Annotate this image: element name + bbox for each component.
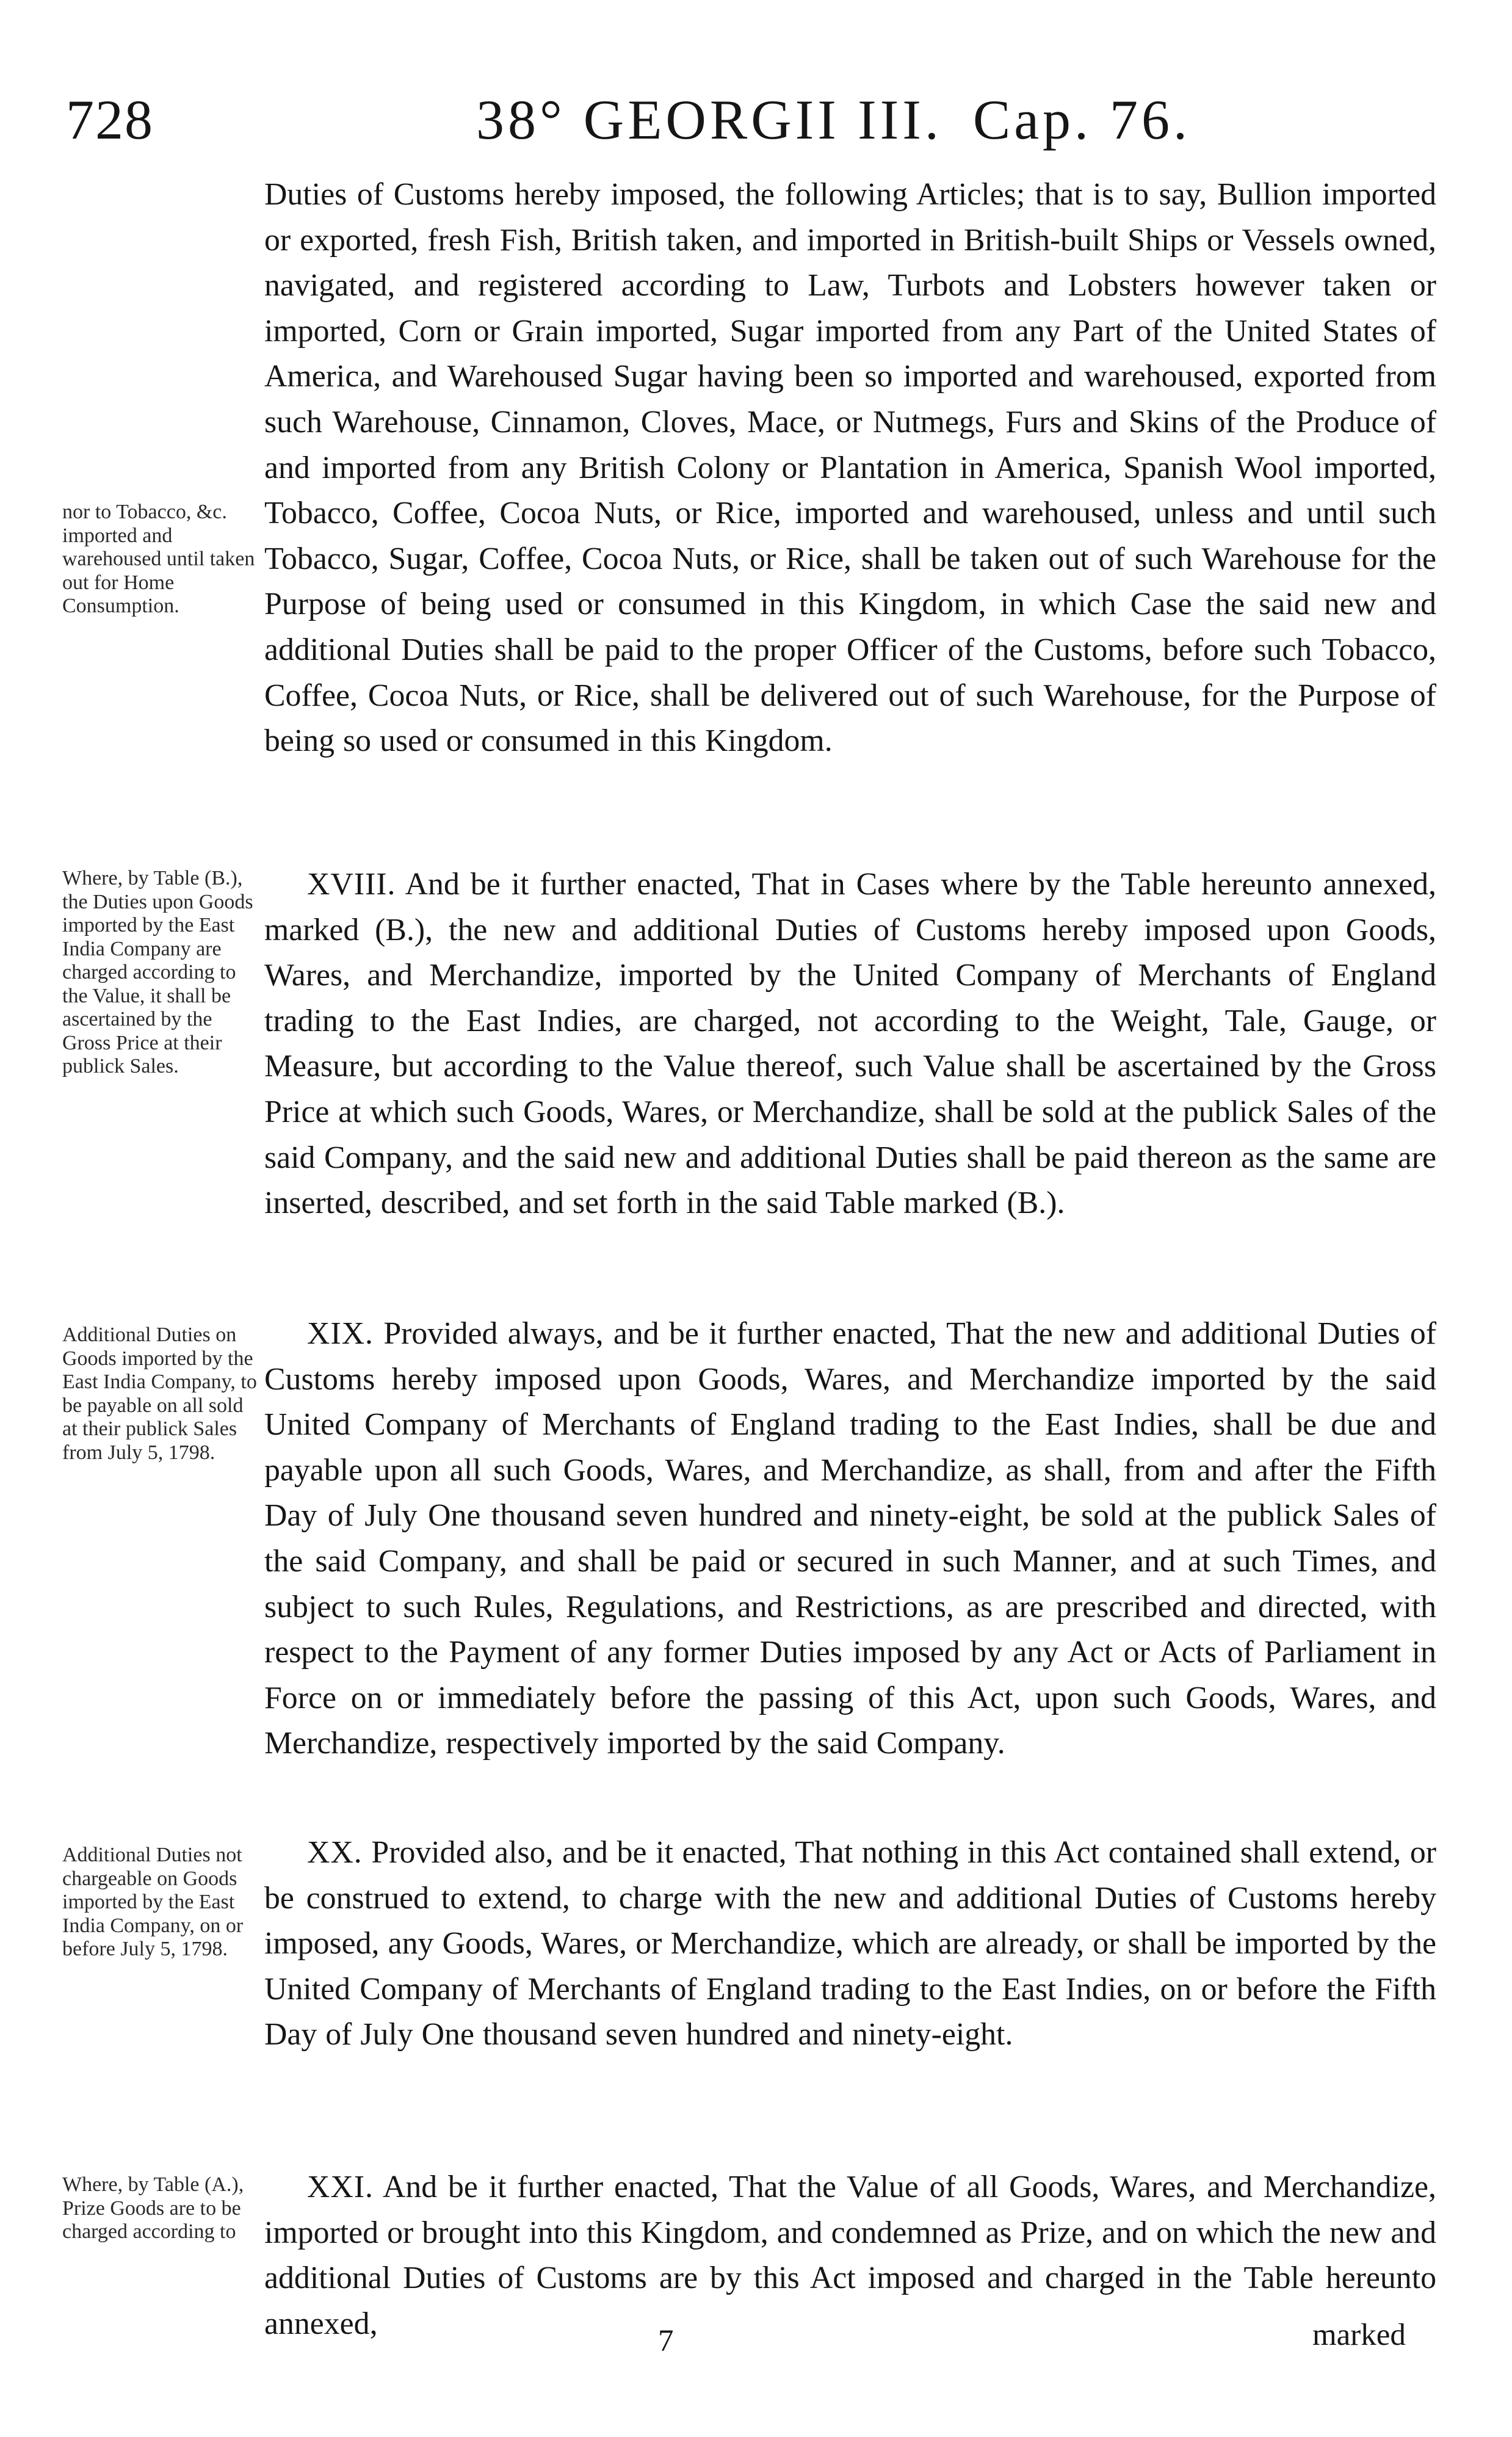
act-title: 38° GEORGII III. (476, 89, 942, 151)
section-xix (264, 1311, 1436, 1767)
page-number: 728 (66, 89, 154, 151)
margin-note-not-chargeable: Additional Duties not chargeable on Goods imported by the East India Company, on or before July 5, 1798. (62, 1844, 244, 1960)
section-number: XX. (307, 1835, 363, 1870)
section-number: XXI. (307, 2170, 374, 2204)
paragraph-text: Provided always, and be it further enacted, That the new and additional Duties of Customs hereby imposed upon Goods, Wares, and Merchandize imported by the said United Company of Merchants of England trading to the East Indies, shall be due and payable upon all such Goods, Wares, and Merchandize, as shall, from and after the Fifth Day of July One thousand seven hundred and ninety-eight, be sold at the publick Sales of the said Company, and shall be paid or secured in such Manner, and at such Times, and subject to such Rules, Regulations, and Restrictions, as are prescribed and directed, with respect to the Payment of any former Duties imposed by any Act or Acts of Parliament in Force on or immediately before the passing of this Act, upon such Goods, Wares, and Merchandize, respectively imported by the said Company. (264, 1316, 1437, 1761)
paragraph-continuation (264, 172, 1436, 764)
running-head (476, 89, 1192, 151)
section-number: XVIII. (307, 867, 396, 902)
section-xxi (264, 2165, 1436, 2347)
catchword: marked (1312, 2318, 1406, 2352)
paragraph-text: And be it further enacted, That the Value of all Goods, Wares, and Merchandize, imported or brought into this Kingdom, and condemned as Prize, and on which the new and additional Duties of Customs are by this Act imposed and charged in the Table hereunto annexed, (264, 2170, 1436, 2341)
paragraph-text: Duties of Customs hereby imposed, the following Articles; that is to say, Bullion imported or exported, fresh Fish, British taken, and imported in British-built Ships or Vessels owned, navigated, and registered according to Law, Turbots and Lobsters however taken or imported, Corn or Grain imported, Sugar imported from any Part of the United States of America, and Warehoused Sugar having been so imported and warehoused, exported from such Warehouse, Cinnamon, Cloves, Mace, or Nutmegs, Furs and Skins of the Produce of and imported from any British Colony or Plantation in America, Spanish Wool imported, Tobacco, Coffee, Cocoa Nuts, or Rice, imported and warehoused, unless and until such Tobacco, Sugar, Coffee, Cocoa Nuts, or Rice, shall be taken out of such Warehouse for the Purpose of being used or consumed in this Kingdom, in which Case the said new and additional Duties shall be paid to the proper Officer of the Customs, before such Tobacco, Coffee, Cocoa Nuts, or Rice, shall be delivered out of such Warehouse, for the Purpose of being so used or consumed in this Kingdom. (264, 177, 1436, 759)
margin-note-prize-goods: Where, by Table (A.), Prize Goods are to be charged according to (62, 2173, 244, 2243)
section-xx (264, 1830, 1436, 2058)
section-xviii (264, 862, 1436, 1226)
paragraph-text: And be it further enacted, That in Cases where by the Table hereunto annexed, marked (B.), the new and additional Duties of Customs hereby imposed upon Goods, Wares, and Merchandize, imported by the United Company of Merchants of England trading to the East Indies, are charged, not according to the Weight, Tale, Gauge, or Measure, but according to the Value thereof, such Value shall be ascertained by the Gross Price at which such Goods, Wares, or Merchandize, shall be sold at the publick Sales of the said Company, and the said new and additional Duties shall be paid thereon as the same are inserted, described, and set forth in the said Table marked (B.). (264, 867, 1436, 1221)
margin-note-tobacco: nor to Tobacco, &c. imported and warehoused until taken out for Home Consumption. (62, 501, 255, 617)
section-number: XIX. (307, 1316, 374, 1351)
signature-mark: 7 (658, 2324, 674, 2358)
paragraph-text: Provided also, and be it enacted, That nothing in this Act contained shall extend, or be construed to extend, to charge with the new and additional Duties of Customs hereby imposed, any Goods, Wares, or Merchandize, which are already, or shall be imported by the United Company of Merchants of England trading to the East Indies, on or before the Fifth Day of July One thousand seven hundred and ninety-eight. (264, 1835, 1437, 2052)
chapter-label: Cap. 76. (972, 89, 1192, 151)
margin-note-table-b: Where, by Table (B.), the Duties upon Goods imported by the East India Company are charged according to the Value, it shall be ascertained by the Gross Price at their publick Sales. (62, 867, 253, 1077)
margin-note-additional-duties: Additional Duties on Goods imported by the East India Company, to be payable on all sold at their publick Sales from July 5, 1798. (62, 1324, 257, 1464)
